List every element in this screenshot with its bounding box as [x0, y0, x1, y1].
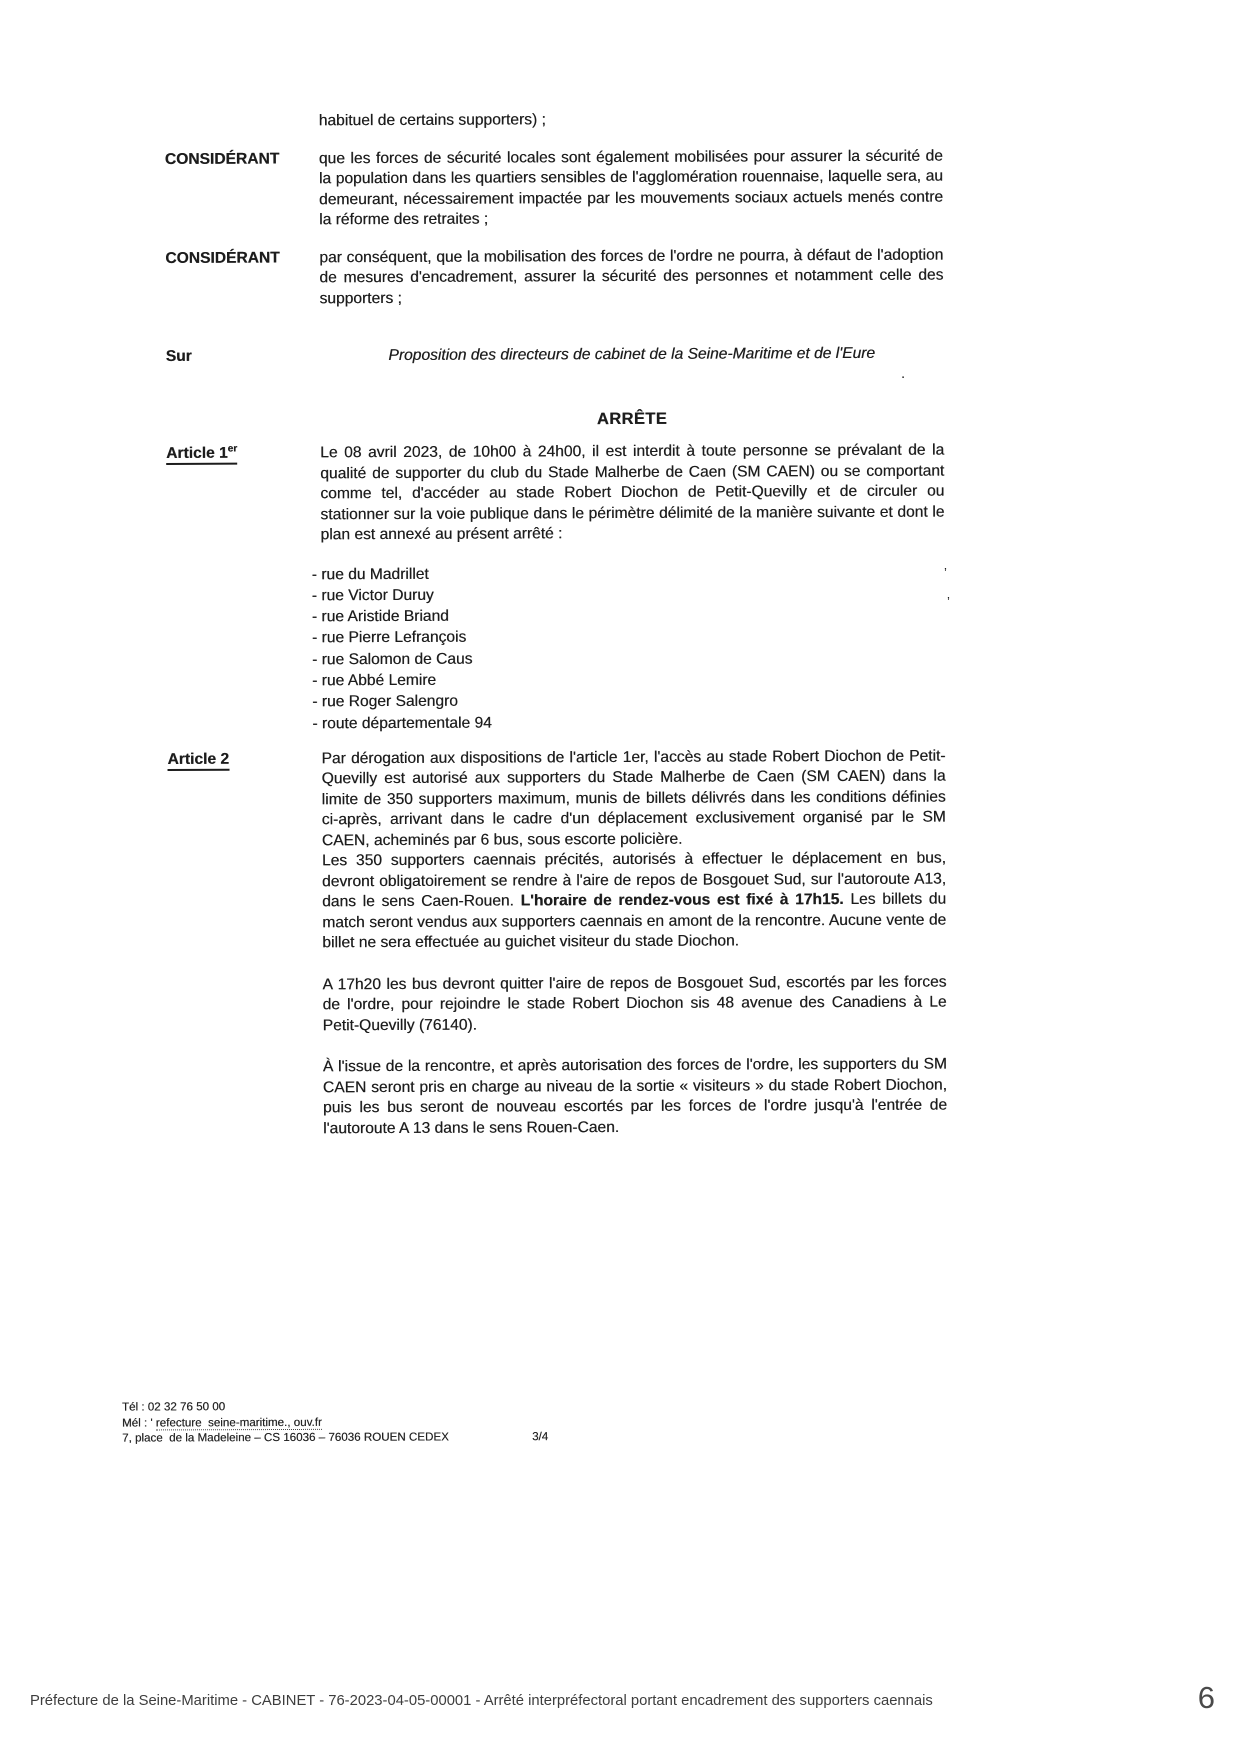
- article-2-paragraph-2: Les 350 supporters caennais précités, autorisés à effectuer le déplacement en bus, devront obligatoirement se rendre à l'aire de repos de Bosgouet Sud, sur l'autoroute A13, dans le sens Caen-Rouen. L'horaire de rendez-vous est fixé à 17h15. Les billets du match seront vendus aux supporters caennais en amont de la rencontre. Aucune vente de billet ne sera effectuée au guichet visiteur du stade Diochon.: [321, 849, 947, 952]
- street-item: - rue Victor Duruy: [311, 586, 434, 605]
- sur-row: [0, 342, 1238, 368]
- sur-label: Sur: [165, 347, 192, 365]
- street-item: - rue du Madrillet: [311, 565, 429, 583]
- considerant-paragraph: par conséquent, que la mobilisation des forces de l'ordre ne pourra, à défaut de l'adoption de mesures d'encadrement, assurer la sécurité des personnes et notamment celle des supporters ;: [319, 246, 944, 307]
- arrete-label-spacer: [166, 410, 320, 431]
- raa-footer-text: Préfecture de la Seine-Maritime - CABINET - 76-2023-04-05-00001 - Arrêté interpréfectoral portant encadrement des supporters caennais: [30, 1693, 933, 1709]
- prefecture-contact-block: [121, 1398, 549, 1446]
- page-number: 6: [1197, 1680, 1215, 1715]
- scan-speck: ’: [947, 594, 950, 609]
- sheet-page-marker: 3/4: [532, 1430, 549, 1444]
- article-1-paragraph: Le 08 avril 2023, de 10h00 à 24h00, il est interdit à toute personne se prévalant de la qualité de supporter du club du Stade Malherbe de Caen (SM CAEN) ou se comportant comme tel, d'accéder au stade Robert Diochon de Petit-Quevilly et de circuler ou stationner sur la voie publique dans le périmètre délimité de la manière suivante et dont le plan est annexé au présent arrêté :: [320, 441, 945, 544]
- considerant-paragraph: que les forces de sécurité locales sont également mobilisées pour assurer la sécurité de la population dans les quartiers sensibles de l'agglomération rouennaise, laquelle sera, au demeurant, nécessairement impactée par les mouvements sociaux actuels menés contre la réforme des retraites ;: [318, 147, 944, 229]
- article-1-label: Article 1er: [166, 443, 320, 546]
- street-list: [0, 560, 1239, 736]
- article-2-paragraph-4: À l'issue de la rencontre, et après autorisation des forces de l'ordre, les supporters du SM CAEN seront pris en charge au niveau de la sortie « visiteurs » du stade Robert Diochon, puis les bus seront de nouveau escortés par les forces de l'ordre jusqu'à l'entrée de l'autoroute A 13 dans le sens Rouen-Caen.: [322, 1055, 948, 1138]
- intro-row: [0, 107, 1237, 133]
- article-2-label: Article 2: [167, 749, 323, 1140]
- scan-speck: ’: [944, 565, 947, 580]
- arrete-heading: ARRÊTE: [596, 409, 668, 428]
- arrete-heading-row: [0, 406, 1238, 432]
- considerant-label: CONSIDÉRANT: [165, 248, 280, 267]
- article-2-row: [0, 745, 1240, 1141]
- street-item: - rue Abbé Lemire: [312, 671, 437, 690]
- bold-rendezvous-time: L'horaire de rendez-vous est fixé à 17h15.: [520, 891, 844, 910]
- email-value: refecture seine-maritime., ouv.fr: [155, 1415, 322, 1430]
- street-item: - rue Aristide Briand: [311, 607, 449, 626]
- intro-paragraph: habituel de certains supporters) ;: [318, 111, 546, 130]
- article-1-row: [0, 439, 1239, 547]
- email-line: Mél : ' refecture seine-maritime., ouv.fr: [121, 1415, 322, 1430]
- article-2-paragraph-1: Par dérogation aux dispositions de l'article 1er, l'accès au stade Robert Diochon de Petit-Quevilly est autorisé aux supporters du Stade Malherbe de Caen (SM CAEN) dans la limite de 350 supporters maximum, munis de billets délivrés dans les conditions définies ci-après, arrivant dans le cadre d'un déplacement exclusivement organisé par le SM CAEN, acheminés par 6 bus, sous escorte policière.: [321, 747, 946, 850]
- article-1-label-superscript: er: [227, 443, 238, 455]
- sur-proposition-text: Proposition des directeurs de cabinet de la Seine-Maritime et de l'Eure: [388, 344, 876, 365]
- considerant-row-2: [0, 244, 1238, 311]
- scan-speck: .: [901, 365, 906, 382]
- street-item: - rue Salomon de Caus: [312, 650, 473, 669]
- street-item: - rue Roger Salengro: [312, 692, 458, 711]
- considerant-label: CONSIDÉRANT: [164, 149, 280, 168]
- street-item: - rue Pierre Lefrançois: [311, 629, 467, 647]
- street-item: - route départementale 94: [312, 714, 492, 732]
- article-2-paragraph-3: A 17h20 les bus devront quitter l'aire de repos de Bosgouet Sud, escortés par les forces de l'ordre, pour rejoindre le stade Robert Diochon sis 48 avenue des Canadiens à Le Petit-Quevilly (76140).: [322, 973, 947, 1035]
- address-line: 7, place de la Madeleine – CS 16036 – 76036 ROUEN CEDEX 3/4: [122, 1430, 549, 1445]
- intro-label-spacer: [165, 111, 319, 132]
- considerant-row-1: [0, 145, 1237, 232]
- phone-line: Tél : 02 32 76 50 00: [121, 1400, 226, 1414]
